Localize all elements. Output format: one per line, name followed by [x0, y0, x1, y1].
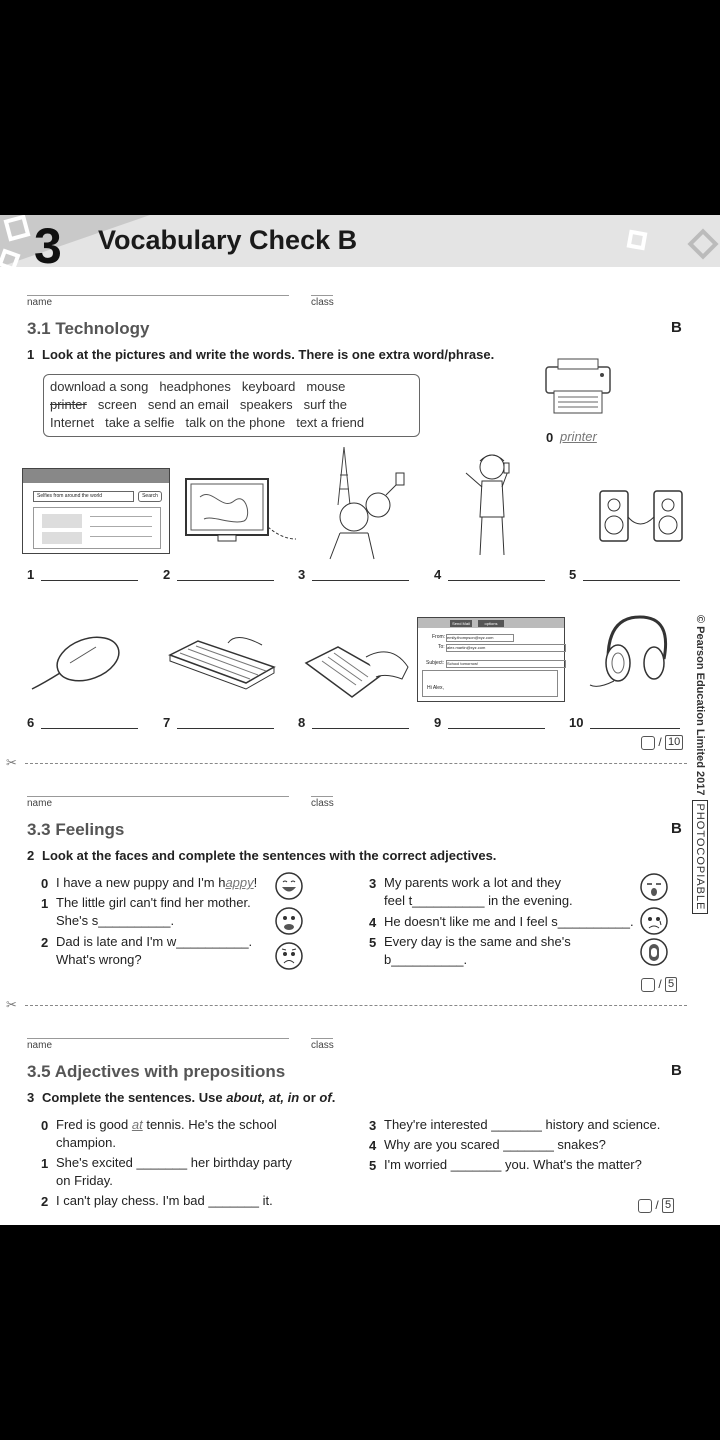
item-number: 8 [298, 715, 306, 730]
browser-picture [22, 468, 170, 554]
section-title: 3.1 Technology [27, 319, 150, 338]
name-label: name [27, 798, 53, 809]
answer-line[interactable] [41, 728, 138, 729]
word: speakers [239, 397, 293, 412]
item-number: 4 [369, 1138, 377, 1153]
score-input[interactable] [638, 1199, 652, 1213]
screen-picture [182, 477, 298, 547]
name-line[interactable] [27, 1038, 289, 1039]
item-number: 6 [27, 715, 35, 730]
sentence-text: Fred is good [56, 1117, 132, 1132]
instruction-number: 3 [27, 1090, 35, 1105]
answer-line[interactable] [312, 580, 409, 581]
selfie-picture [310, 445, 406, 561]
score-input[interactable] [641, 736, 655, 750]
answer-line[interactable] [177, 580, 274, 581]
mouse-picture [30, 635, 122, 693]
instruction-emphasis: of [319, 1090, 332, 1105]
speakers-picture [598, 487, 688, 545]
word-box-line [50, 397, 358, 412]
bored-face-icon [640, 938, 668, 966]
scissors-icon: ✂ [6, 997, 17, 1012]
item-number: 5 [369, 1158, 377, 1173]
decor-square [627, 230, 648, 251]
unit-number: 3 [34, 218, 62, 274]
item-number: 1 [27, 567, 35, 582]
browser-search-button: Search [138, 491, 162, 502]
section-title: 3.5 Adjectives with prepositions [27, 1062, 286, 1081]
email-options-button: options [478, 620, 504, 627]
sentence: My parents work a lot and they [384, 875, 562, 890]
tired-face-icon [640, 873, 668, 901]
sentence: She's excited _______ her birthday party [56, 1155, 292, 1170]
word: take a selfie [105, 415, 175, 430]
email-send-button: Send Mail [450, 620, 472, 627]
answer-line[interactable] [590, 728, 680, 729]
upset-face-icon [640, 907, 668, 935]
email-to-value: alex.martin@xyz.com [446, 644, 566, 652]
instruction-text: or [299, 1090, 320, 1105]
sentence: b__________. [384, 952, 468, 967]
instruction: Look at the pictures and write the words. There is one extra word/phrase. [42, 347, 495, 362]
browser-results [33, 507, 161, 549]
item-number: 1 [41, 1156, 49, 1171]
item-number: 2 [163, 567, 171, 582]
sentence-text: tennis. He's the school [142, 1117, 277, 1132]
copyright-text: © Pearson Education Limited 2017 [694, 615, 706, 796]
example-answer-text: printer [560, 429, 597, 444]
word: surf the [303, 397, 347, 412]
word: text a friend [296, 415, 365, 430]
sentence: Why are you scared _______ snakes? [384, 1137, 606, 1152]
instruction-text: . [331, 1090, 336, 1105]
class-line[interactable] [311, 295, 333, 296]
instruction: Look at the faces and complete the sentences with the correct adjectives. [42, 848, 497, 863]
scissors-icon: ✂ [6, 755, 17, 770]
section-badge: B [671, 319, 682, 336]
class-label: class [311, 297, 334, 308]
class-line[interactable] [311, 796, 333, 797]
email-subject-value: School tomorrow! [446, 660, 566, 668]
class-label: class [311, 1040, 334, 1051]
sentence: What's wrong? [56, 952, 142, 967]
email-from-label: From: [432, 634, 446, 640]
item-number: 3 [298, 567, 306, 582]
worried-face-icon [275, 942, 303, 970]
sentence: She's s__________. [56, 913, 175, 928]
word: keyboard [241, 379, 296, 394]
instruction-number: 2 [27, 848, 35, 863]
sentence [56, 1116, 277, 1134]
headphones-picture [588, 611, 672, 695]
name-label: name [27, 297, 53, 308]
item-number: 4 [434, 567, 442, 582]
word: mouse [306, 379, 346, 394]
item-number: 10 [569, 715, 584, 730]
item-number: 0 [41, 1118, 49, 1133]
answer-line[interactable] [583, 580, 680, 581]
answer-line[interactable] [448, 728, 545, 729]
example-number: 0 [546, 430, 554, 445]
sentence: I can't play chess. I'm bad _______ it. [56, 1193, 273, 1208]
word-box [43, 374, 420, 437]
section-badge: B [671, 1062, 682, 1079]
item-number: 9 [434, 715, 442, 730]
sentence: champion. [56, 1135, 116, 1150]
score-box[interactable]: / 5 [641, 977, 677, 992]
answer-line[interactable] [448, 580, 545, 581]
item-number: 4 [369, 915, 377, 930]
section-title: 3.3 Feelings [27, 820, 125, 839]
score-box[interactable]: / 5 [638, 1198, 674, 1213]
email-picture [417, 617, 565, 702]
printer-picture [540, 355, 616, 423]
instruction [42, 1090, 335, 1105]
cut-line [25, 763, 687, 764]
word: talk on the phone [185, 415, 286, 430]
sentence: He doesn't like me and I feel s__________. [384, 914, 634, 929]
sentence: They're interested _______ history and science. [384, 1117, 661, 1132]
word: screen [97, 397, 137, 412]
sentence-text: I have a new puppy and I'm h [56, 875, 226, 890]
class-label: class [311, 798, 334, 809]
email-to-label: To: [438, 644, 445, 650]
score-box[interactable]: / 10 [641, 735, 683, 750]
example-answer-text: at [131, 1117, 143, 1132]
word: download a song [50, 379, 149, 394]
word-box-line [50, 415, 375, 430]
texting-picture [302, 643, 412, 699]
item-number: 2 [41, 1194, 49, 1209]
sentence-text: ! [253, 875, 258, 890]
cut-line [25, 1005, 687, 1006]
name-label: name [27, 1040, 53, 1051]
browser-search-box: Selfies from around the world [33, 491, 134, 502]
photocopiable-label: PHOTOCOPIABLE [692, 800, 708, 915]
sentence: Every day is the same and she's [384, 934, 571, 949]
item-number: 5 [369, 935, 377, 950]
word: headphones [159, 379, 231, 394]
phone-call-picture [458, 449, 524, 559]
word: Internet [50, 415, 95, 430]
sentence: The little girl can't find her mother. [56, 895, 251, 910]
score-total: 10 [665, 735, 683, 750]
name-line[interactable] [27, 295, 289, 296]
item-number: 3 [369, 876, 377, 891]
word-box-line [50, 379, 356, 394]
item-number: 1 [41, 896, 49, 911]
instruction-number: 1 [27, 347, 35, 362]
item-number: 5 [569, 567, 577, 582]
class-line[interactable] [311, 1038, 333, 1039]
instruction-emphasis: about, at, in [226, 1090, 300, 1105]
item-number: 7 [163, 715, 171, 730]
instruction-text: Complete the sentences. Use [42, 1090, 227, 1105]
email-subject-label: Subject: [426, 660, 445, 666]
item-number: 3 [369, 1118, 377, 1133]
item-number: 0 [41, 876, 49, 891]
answer-line[interactable] [41, 580, 138, 581]
name-line[interactable] [27, 796, 289, 797]
word-crossed-out: printer [50, 397, 87, 412]
side-copyright [694, 615, 706, 914]
sentence: on Friday. [56, 1173, 113, 1188]
worksheet [0, 215, 720, 1225]
item-number: 2 [41, 935, 49, 950]
keyboard-picture [166, 633, 278, 695]
example-answer [560, 428, 597, 446]
answer-line[interactable] [177, 728, 274, 729]
answer-line[interactable] [312, 728, 409, 729]
sentence: feel t__________ in the evening. [384, 893, 573, 908]
sentence: I'm worried _______ you. What's the matter? [384, 1157, 642, 1172]
example-answer-text: appy [225, 875, 254, 890]
word: send an email [147, 397, 229, 412]
email-body: Hi Alex, [422, 670, 558, 697]
sad-face-icon [275, 907, 303, 935]
email-from-value: emily.thompson@xyz.com [446, 634, 514, 642]
browser-banner [23, 469, 169, 483]
page-title: Vocabulary Check B [98, 225, 358, 255]
section-badge: B [671, 820, 682, 837]
score-input[interactable] [641, 978, 655, 992]
score-total: 5 [662, 1198, 674, 1213]
sentence [56, 874, 257, 892]
score-total: 5 [665, 977, 677, 992]
sentence: Dad is late and I'm w__________. [56, 934, 253, 949]
happy-face-icon [275, 872, 303, 900]
